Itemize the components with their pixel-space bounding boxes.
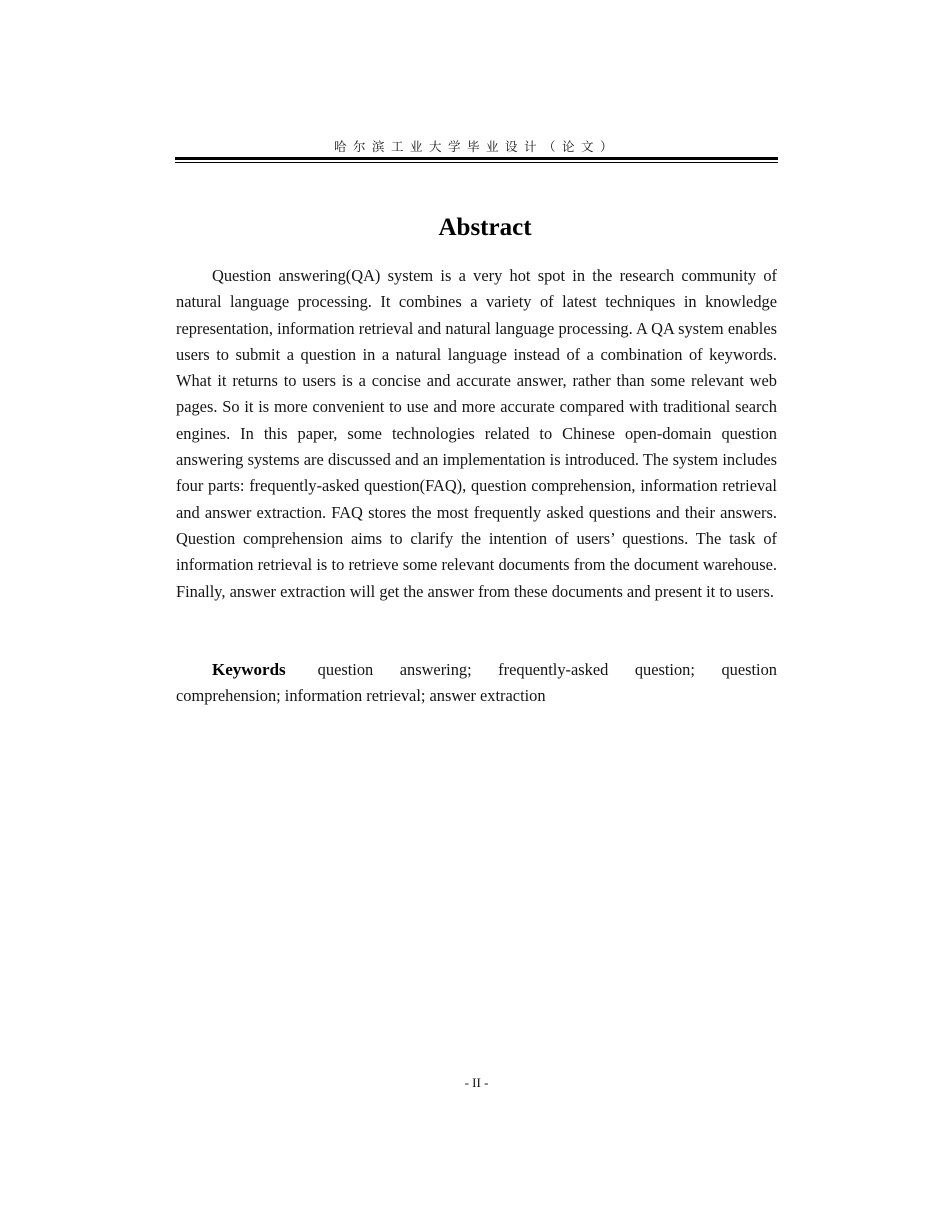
header-rule-thin (175, 162, 778, 163)
header-rule-thick (175, 157, 778, 160)
page-number: - II - (464, 1075, 489, 1090)
keywords-label: Keywords (212, 660, 286, 679)
keywords-paragraph (176, 657, 777, 710)
header-double-rule (175, 157, 778, 163)
running-header: 哈尔滨工业大学毕业设计（论文） (333, 139, 619, 154)
abstract-title: Abstract (438, 214, 532, 241)
abstract-paragraph: Question answering(QA) system is a very hot spot in the research community of natural language processing. It combines a variety of latest techniques in knowledge representation, information retrieval and natural language processing. A QA system enables users to submit a question in a natural language instead of a combination of keywords. What it returns to users is a concise and accurate answer, rather than some relevant web pages. So it is more convenient to use and more accurate compared with traditional search engines. In this paper, some technologies related to Chinese open-domain question answering systems are discussed and an implementation is introduced. The system includes four parts: frequently-asked question(FAQ), question comprehension, information retrieval and answer extraction. FAQ stores the most frequently asked questions and their answers. Question comprehension aims to clarify the intention of users’ questions. The task of information retrieval is to retrieve some relevant documents from the document warehouse. Finally, answer extraction will get the answer from these documents and present it to users. (176, 266, 777, 601)
keywords-text: question answering; frequently-asked question; question comprehension; information retrieval; answer extraction (176, 660, 777, 706)
